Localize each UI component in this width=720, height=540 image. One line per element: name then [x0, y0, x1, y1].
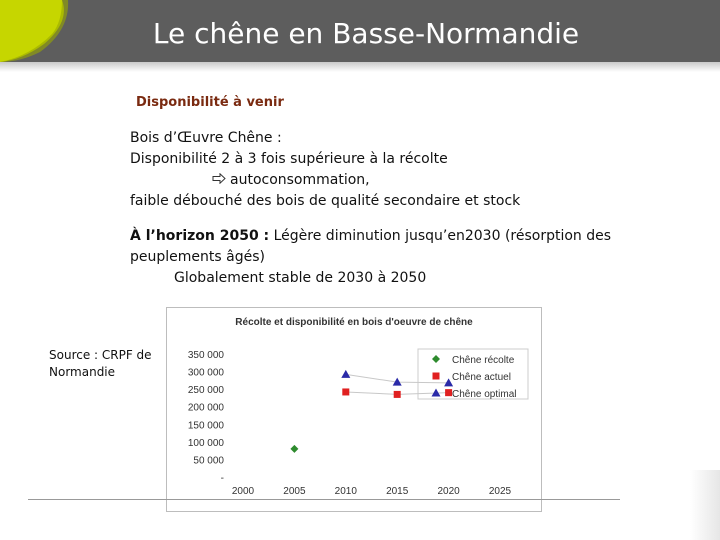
body-line-5-rest: Légère diminution jusqu’en2030 (résorption des	[269, 228, 612, 244]
body-line-1: Bois d’Œuvre Chêne :	[130, 130, 282, 146]
data-point	[342, 388, 349, 395]
x-tick-label: 2025	[488, 486, 512, 497]
header-shadow	[0, 62, 720, 72]
body-line-6: peuplements âgés)	[130, 249, 265, 265]
y-tick-label: 50 000	[193, 455, 224, 467]
y-tick-label: 150 000	[187, 420, 224, 432]
data-point	[394, 391, 401, 398]
legend-entry: Chêne optimal	[452, 389, 517, 400]
slide-subtitle: Disponibilité à venir	[136, 95, 284, 110]
source-line-2: Normandie	[49, 365, 116, 379]
body-text	[130, 128, 690, 289]
source-line-1: Source : CRPF de	[49, 348, 152, 362]
slide-title: Le chêne en Basse-Normandie	[152, 17, 580, 50]
x-tick-label: 2005	[283, 486, 306, 497]
y-tick-label: 200 000	[187, 402, 224, 414]
x-tick-label: 2000	[231, 486, 255, 497]
y-tick-label: 100 000	[187, 437, 224, 449]
body-line-7: Globalement stable de 2030 à 2050	[174, 270, 427, 286]
body-line-3-text: autoconsommation,	[230, 172, 370, 188]
corner-shade	[690, 470, 720, 540]
source-note	[49, 347, 152, 381]
x-tick-label: 2015	[386, 486, 409, 497]
body-line-3	[130, 170, 690, 191]
y-tick-label: 300 000	[187, 367, 224, 379]
bottom-divider	[28, 499, 620, 500]
body-line-5	[130, 226, 690, 247]
y-tick-label: 250 000	[187, 385, 224, 397]
arrow-right-icon	[212, 170, 230, 191]
chart-svg	[167, 308, 541, 511]
y-tick-label: 350 000	[187, 350, 224, 361]
data-point	[341, 370, 350, 378]
data-point	[290, 445, 298, 453]
x-tick-label: 2010	[334, 486, 357, 497]
x-tick-label: 2020	[437, 486, 460, 497]
chart-frame	[166, 307, 542, 512]
y-tick-label: -	[220, 473, 224, 484]
legend-entry: Chêne récolte	[452, 355, 515, 366]
body-line-2: Disponibilité 2 à 3 fois supérieure à la récolte	[130, 151, 448, 167]
legend-entry: Chêne actuel	[452, 372, 511, 383]
legend-marker	[433, 373, 440, 380]
body-line-4: faible débouché des bois de qualité secondaire et stock	[130, 193, 521, 209]
chart-title: Récolte et disponibilité en bois d'oeuvre de chêne	[235, 317, 473, 328]
body-line-5-bold: À l’horizon 2050 :	[130, 228, 270, 244]
